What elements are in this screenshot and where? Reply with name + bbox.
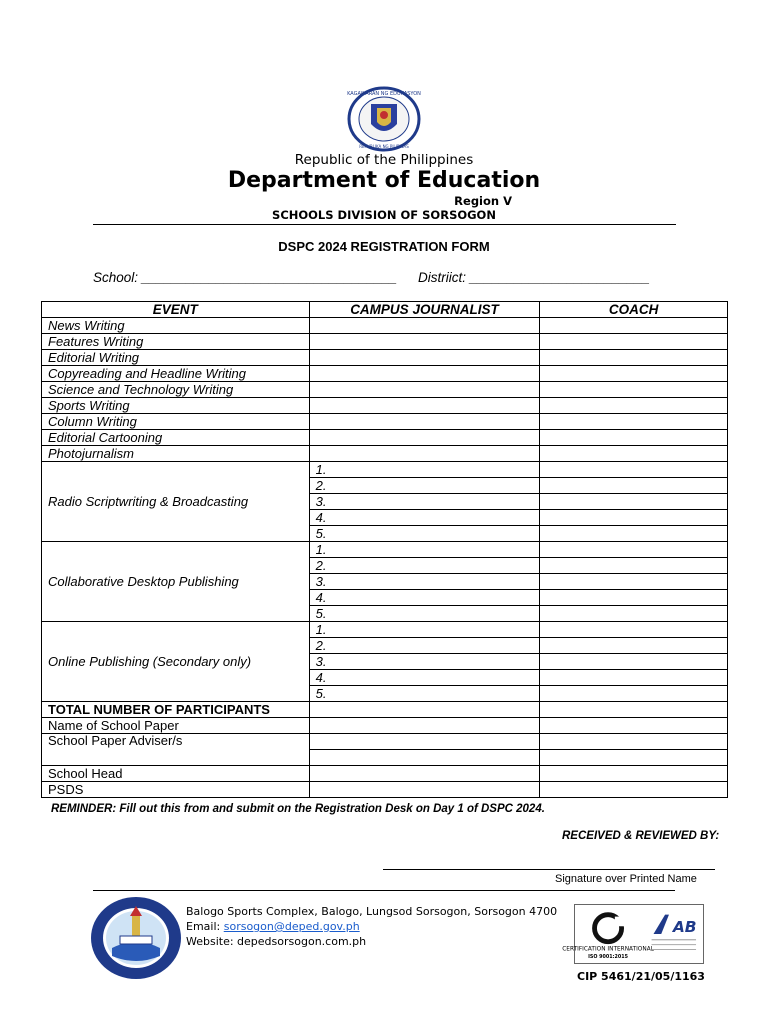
table-row [42,430,728,446]
coach-cell[interactable] [540,414,728,430]
table-row [42,318,728,334]
region-text: Region V [454,194,512,208]
coach-cell[interactable] [540,462,728,478]
signature-line[interactable] [383,869,715,870]
signature-label: Signature over Printed Name [555,873,697,885]
coach-cell[interactable] [540,670,728,686]
coach-cell[interactable] [540,526,728,542]
column-header-event: EVENT [42,302,310,318]
coach-cell[interactable] [540,446,728,462]
event-name: Science and Technology Writing [42,382,310,398]
division-text: SCHOOLS DIVISION OF SORSOGON [272,208,496,222]
journalist-cell[interactable] [309,718,540,734]
psds-label: PSDS [42,782,310,798]
journalist-slot[interactable]: 4. [309,670,540,686]
coach-cell[interactable] [540,478,728,494]
table-row [42,734,728,750]
deped-seal-icon [347,86,421,152]
journalist-slot[interactable]: 5. [309,686,540,702]
coach-cell[interactable] [540,382,728,398]
table-row [42,766,728,782]
reminder-text: REMINDER: Fill out this from and submit on the Registration Desk on Day 1 of DSPC 2024. [51,803,545,815]
group-event-name: Collaborative Desktop Publishing [42,542,310,622]
coach-cell[interactable] [540,542,728,558]
coach-cell[interactable] [540,510,728,526]
event-name: Sports Writing [42,398,310,414]
form-title: DSPC 2024 REGISTRATION FORM [278,239,490,254]
journalist-cell[interactable] [309,366,540,382]
coach-cell[interactable] [540,334,728,350]
school-paper-label: Name of School Paper [42,718,310,734]
journalist-slot[interactable]: 1. [309,462,540,478]
journalist-cell[interactable] [309,414,540,430]
coach-cell[interactable] [540,750,728,766]
table-row [42,446,728,462]
received-label: RECEIVED & REVIEWED BY: [562,830,720,842]
journalist-slot[interactable]: 1. [309,622,540,638]
coach-cell[interactable] [540,734,728,750]
email-link[interactable]: sorsogon@deped.gov.ph [223,920,360,933]
school-head-label: School Head [42,766,310,782]
coach-cell[interactable] [540,366,728,382]
coach-cell[interactable] [540,318,728,334]
coach-cell[interactable] [540,606,728,622]
coach-cell[interactable] [540,558,728,574]
coach-cell[interactable] [540,718,728,734]
journalist-cell[interactable] [309,750,540,766]
svg-text:REPUBLIKA NG PILIPINAS: REPUBLIKA NG PILIPINAS [359,144,409,149]
journalist-cell[interactable] [309,782,540,798]
header-divider [93,224,676,225]
event-name: Editorial Writing [42,350,310,366]
division-seal-icon [90,896,182,980]
department-title: Department of Education [227,168,541,193]
email-label: Email: [186,920,224,933]
adviser-label: School Paper Adviser/s [42,734,310,766]
journalist-slot[interactable]: 1. [309,542,540,558]
website-text: Website: depedsorsogon.com.ph [186,935,367,948]
iso-certification-logo [562,904,704,964]
cip-number: CIP 5461/21/05/1163 [577,970,705,983]
coach-cell[interactable] [540,782,728,798]
table-row [42,718,728,734]
table-row [42,462,728,478]
event-name: Editorial Cartooning [42,430,310,446]
journalist-cell[interactable] [309,398,540,414]
svg-text:ISO 9001:2015: ISO 9001:2015 [588,955,629,961]
journalist-cell[interactable] [309,702,540,718]
table-row [42,702,728,718]
table-row [42,398,728,414]
event-name: News Writing [42,318,310,334]
column-header-campus-journalist: CAMPUS JOURNALIST [309,302,540,318]
table-row [42,782,728,798]
coach-cell[interactable] [540,398,728,414]
journalist-cell[interactable] [309,382,540,398]
event-name: Copyreading and Headline Writing [42,366,310,382]
column-header-coach: COACH [540,302,728,318]
event-name: Column Writing [42,414,310,430]
journalist-slot[interactable]: 5. [309,606,540,622]
journalist-cell[interactable] [309,334,540,350]
journalist-cell[interactable] [309,766,540,782]
table-row [42,334,728,350]
svg-text:CERTIFICATION INTERNATIONAL: CERTIFICATION INTERNATIONAL [562,946,654,953]
journalist-slot[interactable]: 4. [309,510,540,526]
journalist-slot[interactable]: 4. [309,590,540,606]
journalist-slot[interactable]: 3. [309,494,540,510]
journalist-cell[interactable] [309,734,540,750]
svg-text:KAGAWARAN NG EDUKASYON: KAGAWARAN NG EDUKASYON [347,91,421,97]
journalist-cell[interactable] [309,430,540,446]
svg-text:AB: AB [672,918,697,937]
table-row [42,414,728,430]
event-name: Photojurnalism [42,446,310,462]
coach-cell[interactable] [540,590,728,606]
footer-address-block [186,904,557,949]
coach-cell[interactable] [540,686,728,702]
email-row [186,919,557,934]
journalist-slot[interactable]: 2. [309,478,540,494]
coach-cell[interactable] [540,638,728,654]
coach-cell[interactable] [540,350,728,366]
table-row [42,622,728,638]
table-row [42,542,728,558]
footer-divider [93,890,675,891]
journalist-slot[interactable]: 3. [309,654,540,670]
coach-cell[interactable] [540,430,728,446]
table-row [42,382,728,398]
address-text: Balogo Sports Complex, Balogo, Lungsod Sorsogon, Sorsogon 4700 [186,905,558,918]
journalist-slot[interactable]: 5. [309,526,540,542]
event-name: Features Writing [42,334,310,350]
coach-cell[interactable] [540,574,728,590]
republic-text: Republic of the Philippines [294,152,474,168]
district-field[interactable]: Distriict: ________________________ [418,270,650,285]
table-row [42,366,728,382]
coach-cell[interactable] [540,494,728,510]
school-field[interactable]: School: __________________________________ [93,270,398,285]
table-row [42,350,728,366]
journalist-slot[interactable]: 2. [309,558,540,574]
journalist-cell[interactable] [309,446,540,462]
journalist-cell[interactable] [309,350,540,366]
coach-cell[interactable] [540,702,728,718]
group-event-name: Radio Scriptwriting & Broadcasting [42,462,310,542]
coach-cell[interactable] [540,622,728,638]
journalist-slot[interactable]: 2. [309,638,540,654]
coach-cell[interactable] [540,654,728,670]
total-participants-label: TOTAL NUMBER OF PARTICIPANTS [42,702,310,718]
group-event-name: Online Publishing (Secondary only) [42,622,310,702]
journalist-cell[interactable] [309,318,540,334]
journalist-slot[interactable]: 3. [309,574,540,590]
coach-cell[interactable] [540,766,728,782]
registration-table [41,301,728,798]
